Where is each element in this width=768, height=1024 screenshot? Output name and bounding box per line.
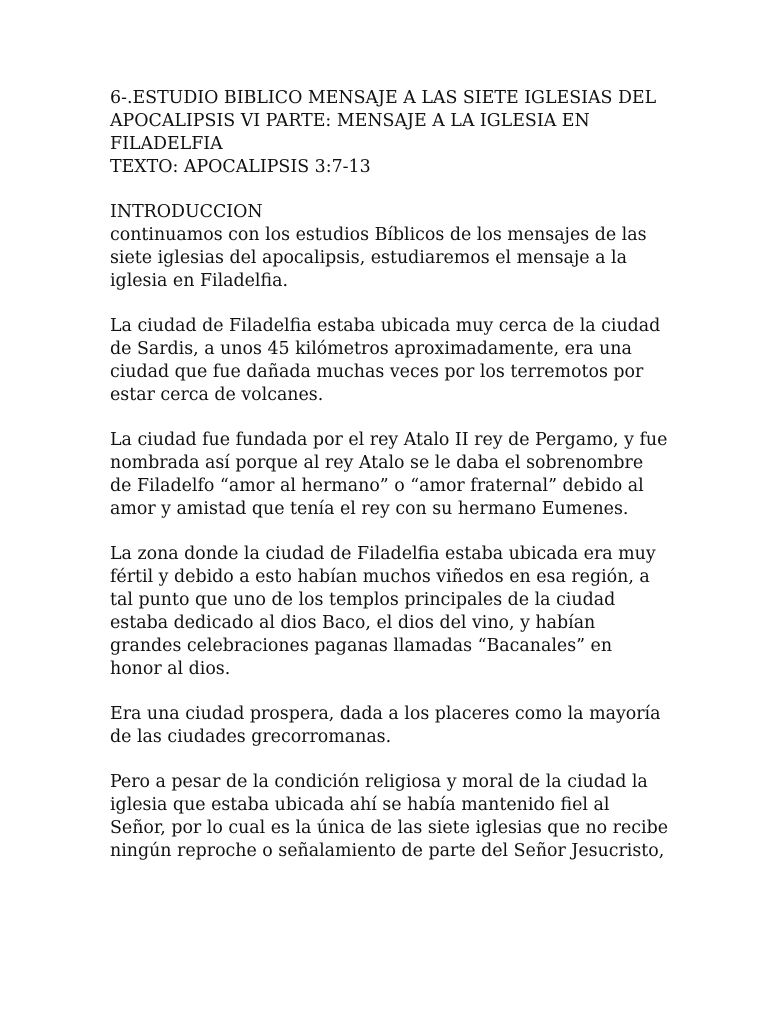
paragraph (110, 543, 670, 681)
paragraph-line: grandes celebraciones paganas llamadas “Bacanales” en (110, 636, 613, 656)
paragraph-line: La zona donde la ciudad de Filadelfia estaba ubicada era muy (110, 544, 656, 564)
paragraph (110, 703, 670, 749)
paragraph-line: Era una ciudad prospera, dada a los placeres como la mayoría (110, 704, 661, 724)
paragraph-line: iglesia que estaba ubicada ahí se había mantenido fiel al (110, 795, 610, 815)
paragraph-line: ciudad que fue dañada muchas veces por los terremotos por (110, 362, 644, 382)
title-line: APOCALIPSIS VI PARTE: MENSAJE A LA IGLESIA EN (110, 111, 590, 131)
paragraph-line: Señor, por lo cual es la única de las siete iglesias que no recibe (110, 818, 668, 838)
intro-heading: INTRODUCCION (110, 202, 263, 222)
paragraph-line: siete iglesias del apocalipsis, estudiaremos el mensaje a la (110, 248, 627, 268)
paragraph-line: de Filadelfo “amor al hermano” o “amor fraternal” debido al (110, 476, 644, 496)
title-block (110, 87, 670, 179)
paragraph-line: tal punto que uno de los templos principales de la ciudad (110, 590, 616, 610)
paragraph-line: estar cerca de volcanes. (110, 385, 324, 405)
title-line: 6-.ESTUDIO BIBLICO MENSAJE A LAS SIETE IGLESIAS DEL (110, 88, 657, 108)
paragraph (110, 771, 670, 863)
paragraph-line: fértil y debido a esto habían muchos viñedos en esa región, a (110, 567, 650, 587)
paragraph-line: iglesia en Filadelfia. (110, 271, 288, 291)
scripture-reference: TEXTO: APOCALIPSIS 3:7-13 (110, 157, 371, 177)
paragraph-line: La ciudad de Filadelfia estaba ubicada muy cerca de la ciudad (110, 316, 661, 336)
paragraph-line: Pero a pesar de la condición religiosa y moral de la ciudad la (110, 772, 648, 792)
paragraph-line: ningún reproche o señalamiento de parte del Señor Jesucristo, (110, 841, 665, 861)
paragraph-line: nombrada así porque al rey Atalo se le daba el sobrenombre (110, 453, 644, 473)
document-content (110, 87, 670, 885)
paragraph-line: honor al dios. (110, 659, 231, 679)
paragraph-line: de las ciudades grecorromanas. (110, 727, 392, 747)
paragraph (110, 429, 670, 521)
paragraph-line: La ciudad fue fundada por el rey Atalo II rey de Pergamo, y fue (110, 430, 668, 450)
paragraph-line: continuamos con los estudios Bíblicos de los mensajes de las (110, 225, 647, 245)
paragraph-line: amor y amistad que tenía el rey con su hermano Eumenes. (110, 499, 629, 519)
paragraph (110, 315, 670, 407)
paragraph-line: estaba dedicado al dios Baco, el dios del vino, y habían (110, 613, 596, 633)
introduction-block (110, 201, 670, 293)
title-line: FILADELFIA (110, 134, 223, 154)
paragraph-line: de Sardis, a unos 45 kilómetros aproximadamente, era una (110, 339, 632, 359)
